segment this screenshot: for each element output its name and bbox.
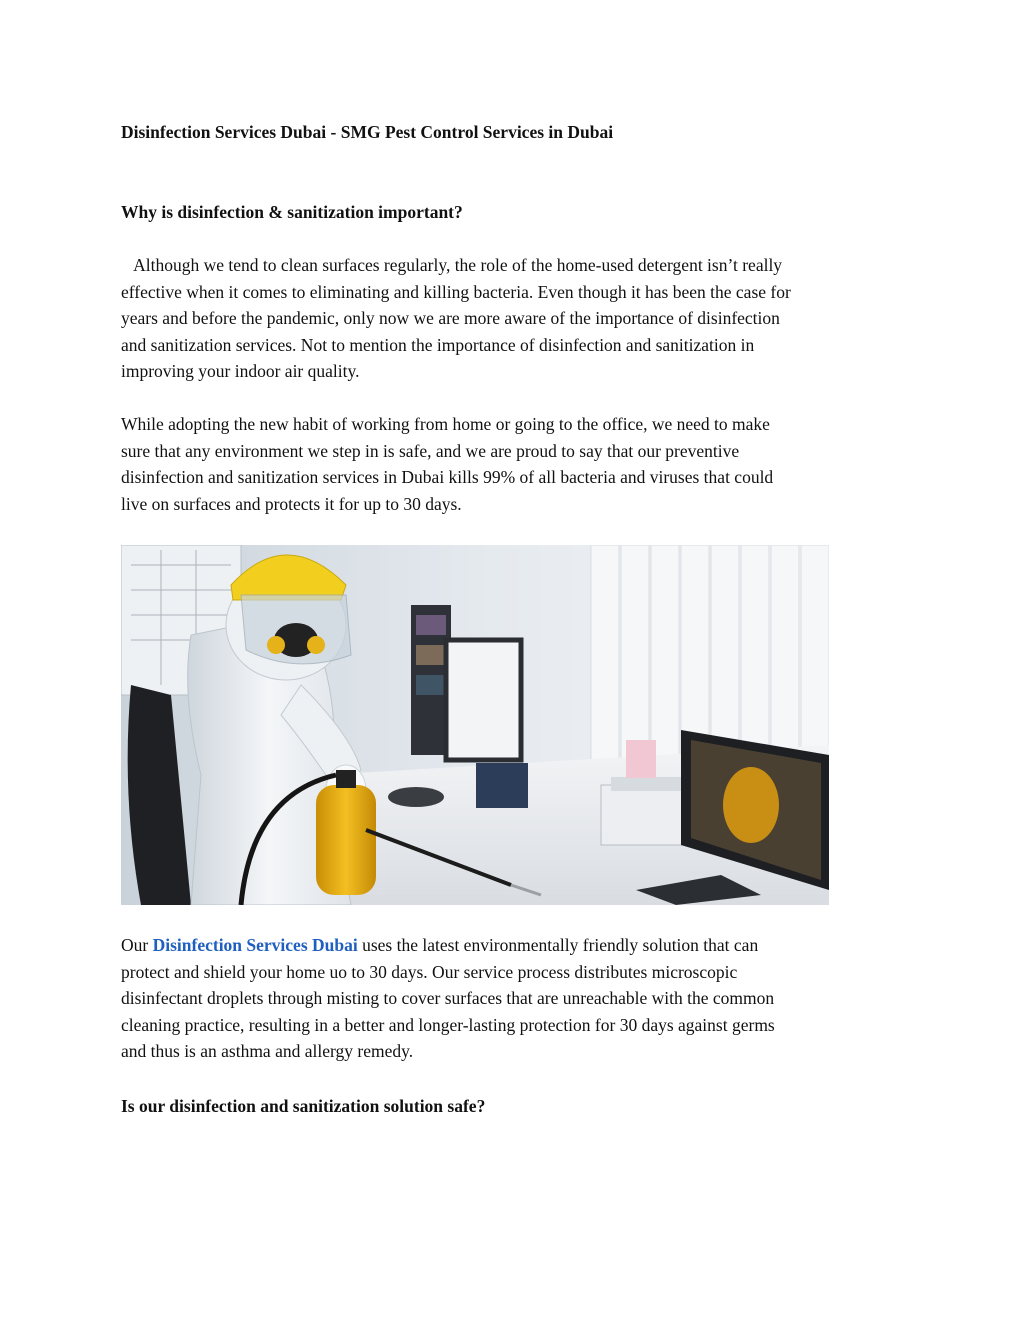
paragraph-work-from-home: [121, 411, 896, 517]
paragraph-line: [121, 932, 896, 959]
paragraph-lead: Our: [121, 935, 153, 955]
paragraph-line: disinfectant droplets through misting to cover surfaces that are unreachable with the common: [121, 988, 775, 1009]
paragraph-line: cleaning practice, resulting in a better and longer-lasting protection for 30 days against germs: [121, 1014, 775, 1035]
paragraph-line: Although we tend to clean surfaces regularly, the role of the home-used detergent isn’t really: [121, 255, 783, 275]
paragraph-line: disinfection and sanitization services in Dubai kills 99% of all bacteria and viruses that could: [121, 467, 774, 488]
paragraph-line: and sanitization services. Not to mention the importance of disinfection and sanitization in: [121, 334, 755, 355]
paragraph-line: live on surfaces and protects it for up to 30 days.: [121, 493, 462, 514]
disinfection-worker-photo: [121, 545, 829, 905]
paragraph-line: improving your indoor air quality.: [121, 361, 360, 382]
section-heading-importance: Why is disinfection & sanitization important?: [121, 202, 463, 222]
section-heading-safety: Is our disinfection and sanitization solution safe?: [121, 1096, 486, 1116]
paragraph-line-rest: uses the latest environmentally friendly solution that can: [357, 935, 759, 955]
paragraph-line: sure that any environment we step in is safe, and we are proud to say that our preventive: [121, 440, 740, 461]
paragraph-line: and thus is an asthma and allergy remedy.: [121, 1041, 414, 1062]
paragraph-line: While adopting the new habit of working from home or going to the office, we need to make: [121, 414, 770, 434]
paragraph-line: protect and shield your home uo to 30 days. Our service process distributes microscopic: [121, 961, 738, 982]
paragraph-service-description: [121, 932, 896, 1065]
document-title: Disinfection Services Dubai - SMG Pest Control Services in Dubai: [121, 122, 614, 142]
disinfection-services-link[interactable]: Disinfection Services Dubai: [152, 935, 358, 955]
paragraph-line: years and before the pandemic, only now we are more aware of the importance of disinfection: [121, 308, 780, 329]
paragraph-line: effective when it comes to eliminating and killing bacteria. Even though it has been the case for: [121, 281, 791, 302]
paragraph-importance: [121, 252, 896, 385]
